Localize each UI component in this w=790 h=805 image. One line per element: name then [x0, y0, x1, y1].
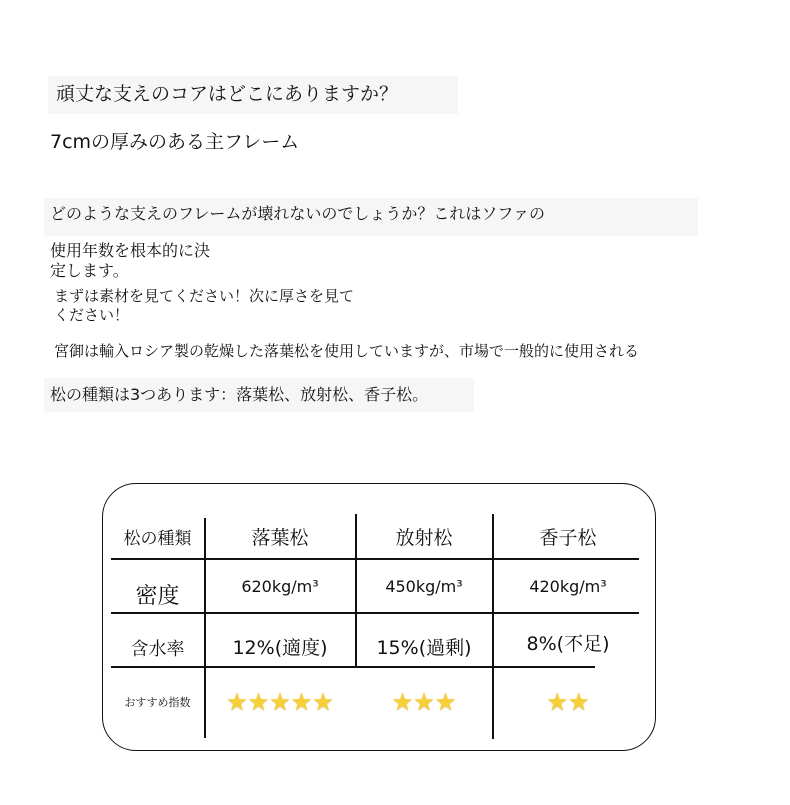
moisture-larch: 12%(適度) — [232, 636, 328, 659]
density-radiata: 450kg/m³ — [385, 576, 463, 596]
rating-radiata — [356, 680, 492, 724]
moisture-radiata: 15%(過剰) — [376, 636, 472, 659]
row-label-recommendation: おすすめ指数 — [124, 696, 191, 709]
header-label: 松の種類 — [123, 528, 192, 549]
stars-camphor — [546, 690, 589, 714]
density-camphor: 420kg/m³ — [529, 576, 607, 596]
star-icon: ★ — [247, 688, 270, 716]
star-icon: ★ — [312, 688, 334, 716]
star-icon: ★ — [568, 688, 590, 716]
column-header-radiata: 放射松 — [395, 526, 453, 549]
paragraph-line-2a: 使用年数を根本的に決 — [50, 241, 211, 260]
star-icon: ★ — [269, 688, 291, 716]
moisture-camphor: 8%(不足) — [526, 632, 610, 655]
density-larch: 620kg/m³ — [241, 576, 319, 596]
star-icon: ★ — [290, 688, 313, 716]
star-icon: ★ — [391, 688, 414, 716]
rating-camphor — [493, 680, 643, 724]
paragraph-line-3a: まずは素材を見てください！次に厚さを見て — [54, 287, 355, 305]
paragraph-line-3b: ください！ — [54, 306, 130, 324]
answer-text: 7cmの厚みのある主フレーム — [50, 131, 300, 153]
paragraph-line-4: 宮御は輸入ロシア製の乾燥した落葉松を使用していますが、市場で一般的に使用される — [54, 342, 640, 360]
star-icon: ★ — [546, 688, 568, 716]
column-header-larch: 落葉松 — [251, 526, 309, 549]
paragraph-line-1: どのような支えのフレームが壊れないのでしょうか？これはソファの — [50, 204, 546, 223]
pine-types-line: 松の種類は3つあります：落葉松、放射松、香子松。 — [50, 385, 429, 404]
star-icon: ★ — [226, 688, 248, 716]
pine-comparison-table — [102, 483, 656, 751]
star-icon: ★ — [413, 688, 435, 716]
rating-larch — [205, 680, 355, 724]
column-header-camphor: 香子松 — [539, 526, 597, 549]
stars-radiata — [392, 690, 457, 714]
table-divider — [111, 558, 639, 560]
row-label-moisture: 含水率 — [130, 639, 185, 660]
row-label-density: 密度 — [135, 583, 180, 609]
stars-larch — [226, 690, 334, 714]
question-text: 頑丈な支えのコアはどこにありますか？ — [56, 83, 399, 105]
paragraph-line-2b: 定します。 — [50, 261, 129, 280]
star-icon: ★ — [434, 688, 457, 716]
